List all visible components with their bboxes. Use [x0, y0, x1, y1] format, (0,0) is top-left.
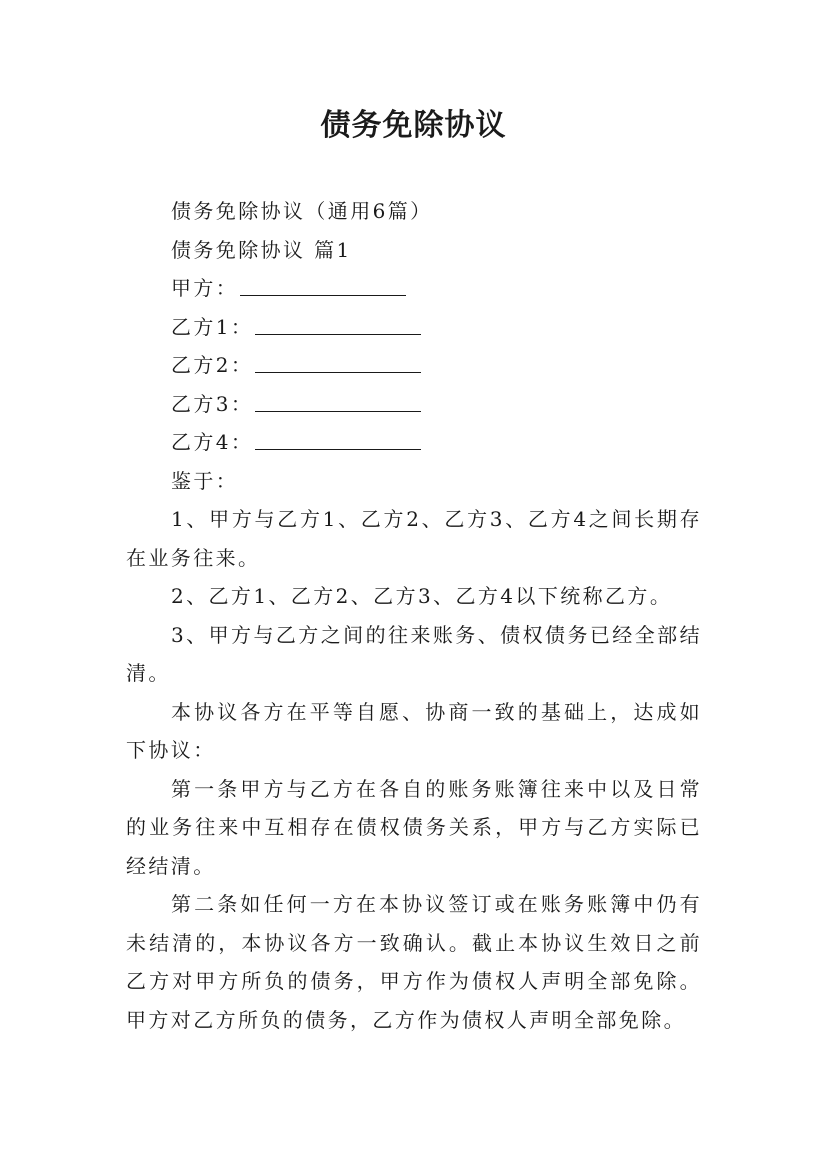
party-line-jia — [126, 269, 702, 308]
signature-blank — [240, 275, 406, 296]
signature-blank — [255, 391, 421, 412]
party-label: 乙方4： — [171, 430, 254, 454]
clause-paragraph: 3、甲方与乙方之间的往来账务、债权债务已经全部结清。 — [126, 622, 702, 685]
document-body — [126, 192, 702, 1039]
whereas-heading: 鉴于： — [171, 468, 239, 493]
section-heading: 债务免除协议 篇1 — [171, 237, 352, 262]
party-line-yi-1 — [126, 308, 702, 347]
party-label: 甲方： — [171, 276, 239, 300]
clause-paragraph: 2、乙方1、乙方2、乙方3、乙方4以下统称乙方。 — [171, 584, 673, 608]
party-line-yi-3 — [126, 385, 702, 424]
party-label: 乙方2： — [171, 353, 254, 377]
party-label: 乙方3： — [171, 391, 254, 416]
signature-blank — [255, 314, 421, 335]
agreement-intro-paragraph: 本协议各方在平等自愿、协商一致的基础上，达成如下协议： — [126, 699, 702, 762]
document-subtitle: 债务免除协议（通用6篇） — [171, 199, 433, 223]
article-paragraph: 第二条如任何一方在本协议签订或在账务账簿中仍有未结清的，本协议各方一致确认。截止本协议生效日之前乙方对甲方所负的债务，甲方作为债权人声明全部免除。甲方对乙方所负的债务，乙方作为债权人声明全部免除。 — [126, 892, 702, 1032]
party-label: 乙方1： — [171, 314, 254, 339]
signature-blank — [255, 352, 421, 373]
document-title: 债务免除协议 — [320, 108, 507, 143]
party-line-yi-2 — [126, 346, 702, 385]
party-line-yi-4 — [126, 423, 702, 462]
signature-blank — [255, 429, 421, 450]
article-paragraph: 第一条甲方与乙方在各自的账务账簿往来中以及日常的业务往来中互相存在债权债务关系，甲方与乙方实际已经结清。 — [126, 776, 702, 878]
clause-paragraph: 1、甲方与乙方1、乙方2、乙方3、乙方4之间长期存在业务往来。 — [126, 507, 702, 570]
